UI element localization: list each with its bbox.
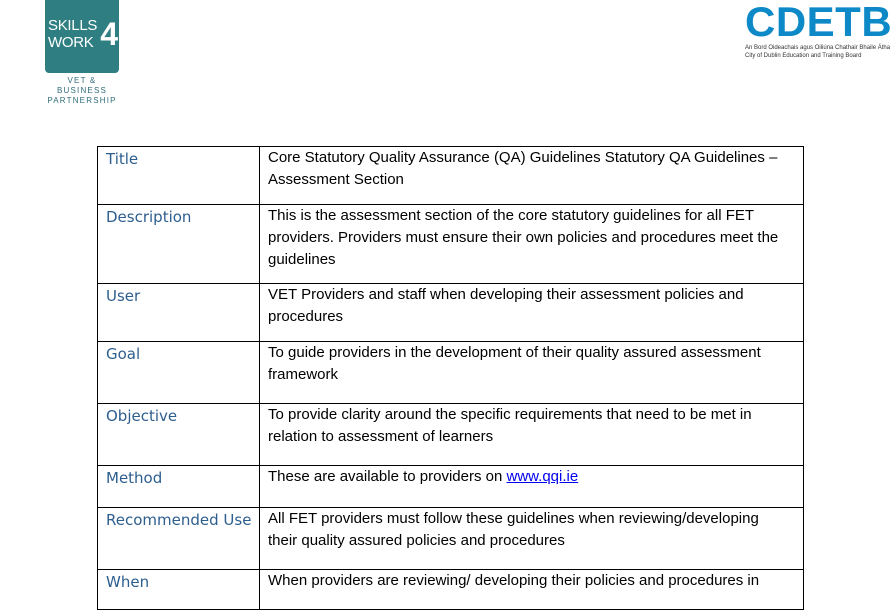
table-row [98, 205, 804, 284]
logo-word-skills: SKILLS [48, 17, 98, 34]
row-label-title: Title [98, 147, 260, 205]
row-label-when: When [98, 570, 260, 610]
row-label-goal: Goal [98, 342, 260, 404]
table-row [98, 147, 804, 205]
method-text: These are available to providers on [268, 468, 507, 485]
row-value-goal: To guide providers in the development of their quality assured assessment framework [260, 342, 804, 404]
table-row [98, 466, 804, 508]
row-value-recommended-use: All FET providers must follow these guidelines when reviewing/developing their quality assured policies and procedures [260, 508, 804, 570]
logo-tagline-2: PARTNERSHIP [47, 96, 117, 105]
resource-info-table [97, 146, 804, 610]
table-row [98, 570, 804, 610]
row-value-user: VET Providers and staff when developing their assessment policies and procedures [260, 284, 804, 342]
table-row [98, 508, 804, 570]
row-label-objective: Objective [98, 404, 260, 466]
row-label-recommended-use: Recommended Use [98, 508, 260, 570]
row-label-method: Method [98, 466, 260, 508]
table-row [98, 342, 804, 404]
cdetb-logo [745, 0, 892, 60]
table-row [98, 284, 804, 342]
skills-work-4-logo [45, 0, 125, 106]
row-label-user: User [98, 284, 260, 342]
row-value-when: When providers are reviewing/ developing their policies and procedures in [260, 570, 804, 610]
logo-numeral: 4 [100, 16, 118, 52]
row-value-method [260, 466, 804, 508]
cdetb-subtitle-irish: An Bord Oideachais agus Oiliúna Chathair Bhaile Átha [745, 45, 891, 51]
cdetb-logo-wordmark: CDETB [745, 0, 892, 45]
cdetb-subtitle-english: City of Dublin Education and Training Board [745, 53, 862, 59]
logo-word-work: WORK [48, 34, 94, 51]
row-value-title: Core Statutory Quality Assurance (QA) Guidelines Statutory QA Guidelines – Assessment Section [260, 147, 804, 205]
logo-tagline-1: VET & BUSINESS [56, 76, 108, 95]
row-label-description: Description [98, 205, 260, 284]
table-row [98, 404, 804, 466]
row-value-description: This is the assessment section of the core statutory guidelines for all FET providers. Providers must ensure their own policies and procedures meet the guidelines [260, 205, 804, 284]
skills-work-4-logo-mark [45, 0, 119, 73]
row-value-objective: To provide clarity around the specific requirements that need to be met in relation to assessment of learners [260, 404, 804, 466]
qqi-website-link[interactable]: www.qqi.ie [506, 468, 579, 485]
